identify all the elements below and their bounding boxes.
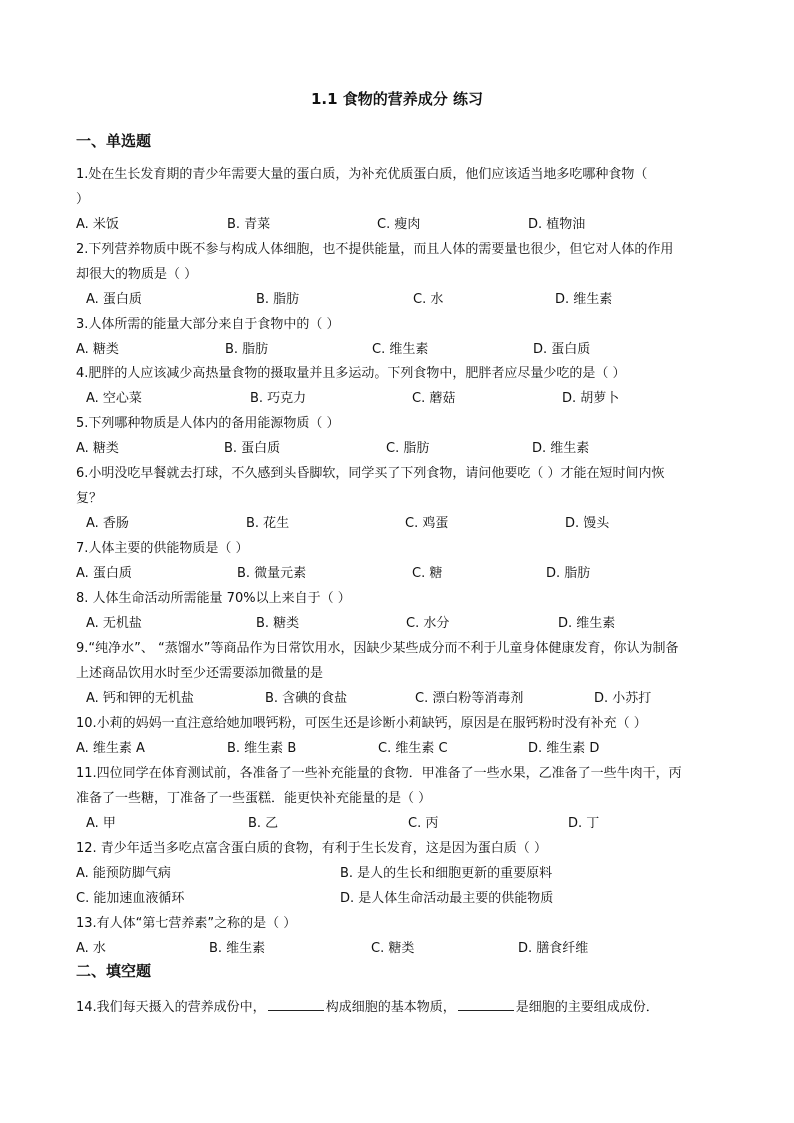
q10-option-b: B. 维生素 B — [227, 741, 297, 756]
q11-option-a: A. 甲 — [86, 816, 116, 831]
q13-option-a: A. 水 — [76, 941, 106, 956]
q4-option-d: D. 胡萝卜 — [562, 391, 620, 406]
q4-option-b: B. 巧克力 — [250, 391, 307, 406]
q9-option-a: A. 钙和钾的无机盐 — [86, 691, 194, 706]
question-9-text: 9.“纯净水”、 “蒸馏水”等商品作为日常饮用水，因缺少某些成分而不利于儿童身体健康发育，你认为制备 — [76, 641, 679, 656]
q14-part-1: 14.我们每天摄入的营养成份中， — [76, 1000, 266, 1015]
question-12-text: 12. 青少年适当多吃点富含蛋白质的食物，有利于生长发育，这是因为蛋白质（ ） — [76, 841, 547, 856]
q9-option-c: C. 漂白粉等消毒剂 — [415, 691, 524, 706]
q8-option-c: C. 水分 — [406, 616, 450, 631]
q5-option-d: D. 维生素 — [532, 441, 590, 456]
question-14-text — [76, 996, 726, 1015]
section-heading-fill-blank: 二、填空题 — [76, 962, 152, 980]
q9-option-b: B. 含碘的食盐 — [265, 691, 348, 706]
q11-option-c: C. 丙 — [408, 816, 439, 831]
question-11-text-cont: 准备了一些糖，丁准备了一些蛋糕．能更快补充能量的是（ ） — [76, 791, 432, 806]
q7-option-b: B. 微量元素 — [237, 566, 307, 581]
question-1-text-cont: ） — [76, 192, 90, 207]
question-4-text: 4.肥胖的人应该减少高热量食物的摄取量并且多运动。下列食物中，肥胖者应尽量少吃的是（ ） — [76, 366, 626, 381]
q4-option-c: C. 蘑菇 — [412, 391, 456, 406]
question-2-text-cont: 却很大的物质是（ ） — [76, 267, 198, 282]
q2-option-c: C. 水 — [413, 292, 444, 307]
q14-part-2: 构成细胞的基本物质， — [325, 1000, 456, 1015]
q1-option-b: B. 青菜 — [227, 217, 271, 232]
q12-option-d: D. 是人体生命活动最主要的供能物质 — [340, 891, 554, 906]
q8-option-b: B. 糖类 — [256, 616, 300, 631]
q6-option-b: B. 花生 — [246, 516, 290, 531]
q13-option-b: B. 维生素 — [209, 941, 266, 956]
question-8-text: 8. 人体生命活动所需能量 70%以上来自于（ ） — [76, 591, 351, 606]
q14-blank-1[interactable] — [268, 996, 324, 1011]
question-11-text: 11.四位同学在体育测试前，各准备了一些补充能量的食物．甲准备了一些水果，乙准备了一些牛肉干，丙 — [76, 766, 682, 781]
question-7-text: 7.人体主要的供能物质是（ ） — [76, 541, 249, 556]
question-10-text: 10.小莉的妈妈一直注意给她加喂钙粉，可医生还是诊断小莉缺钙，原因是在服钙粉时没有补充（ ） — [76, 716, 647, 731]
question-1-text: 1.处在生长发育期的青少年需要大量的蛋白质，为补充优质蛋白质，他们应该适当地多吃哪种食物（ — [76, 167, 648, 182]
q1-option-d: D. 植物油 — [528, 217, 586, 232]
q10-option-d: D. 维生素 D — [528, 741, 600, 756]
q6-option-a: A. 香肠 — [86, 516, 129, 531]
q14-part-3: 是细胞的主要组成成份． — [515, 1000, 659, 1015]
q2-option-a: A. 蛋白质 — [86, 292, 142, 307]
page-title: 1.1 食物的营养成分 练习 — [310, 90, 484, 108]
q10-option-c: C. 维生素 C — [378, 741, 448, 756]
section-heading-single-choice: 一、单选题 — [76, 132, 152, 150]
q3-option-a: A. 糖类 — [76, 342, 119, 357]
q11-option-b: B. 乙 — [248, 816, 279, 831]
question-2-text: 2.下列营养物质中既不参与构成人体细胞，也不提供能量，而且人体的需要量也很少，但它对人体的作用 — [76, 242, 674, 257]
q4-option-a: A. 空心菜 — [86, 391, 142, 406]
question-5-text: 5.下列哪种物质是人体内的备用能源物质（ ） — [76, 416, 340, 431]
q1-option-a: A. 米饭 — [76, 217, 119, 232]
q7-option-c: C. 糖 — [412, 566, 443, 581]
q14-blank-2[interactable] — [458, 996, 514, 1011]
q6-option-c: C. 鸡蛋 — [405, 516, 449, 531]
question-6-text-cont: 复？ — [76, 491, 103, 506]
q5-option-b: B. 蛋白质 — [224, 441, 281, 456]
q3-option-d: D. 蛋白质 — [533, 342, 591, 357]
q13-option-c: C. 糖类 — [371, 941, 415, 956]
q12-option-c: C. 能加速血液循环 — [76, 891, 185, 906]
q8-option-a: A. 无机盐 — [86, 616, 142, 631]
question-6-text: 6.小明没吃早餐就去打球，不久感到头昏脚软，同学买了下列食物，请问他要吃（ ）才能在短时间内恢 — [76, 466, 665, 481]
q2-option-b: B. 脂肪 — [256, 292, 300, 307]
q8-option-d: D. 维生素 — [558, 616, 616, 631]
q12-option-b: B. 是人的生长和细胞更新的重要原料 — [340, 866, 553, 881]
q6-option-d: D. 馒头 — [565, 516, 610, 531]
question-3-text: 3.人体所需的能量大部分来自于食物中的（ ） — [76, 317, 340, 332]
question-9-text-cont: 上述商品饮用水时至少还需要添加微量的是 — [76, 666, 324, 681]
q11-option-d: D. 丁 — [568, 816, 600, 831]
q1-option-c: C. 瘦肉 — [377, 217, 421, 232]
q5-option-a: A. 糖类 — [76, 441, 119, 456]
question-13-text: 13.有人体“第七营养素”之称的是（ ） — [76, 916, 297, 931]
q10-option-a: A. 维生素 A — [76, 741, 145, 756]
q12-option-a: A. 能预防脚气病 — [76, 866, 171, 881]
q9-option-d: D. 小苏打 — [594, 691, 652, 706]
q3-option-c: C. 维生素 — [372, 342, 429, 357]
q2-option-d: D. 维生素 — [555, 292, 613, 307]
q5-option-c: C. 脂肪 — [386, 441, 430, 456]
q13-option-d: D. 膳食纤维 — [518, 941, 589, 956]
q3-option-b: B. 脂肪 — [225, 342, 269, 357]
q7-option-d: D. 脂肪 — [546, 566, 591, 581]
q7-option-a: A. 蛋白质 — [76, 566, 132, 581]
